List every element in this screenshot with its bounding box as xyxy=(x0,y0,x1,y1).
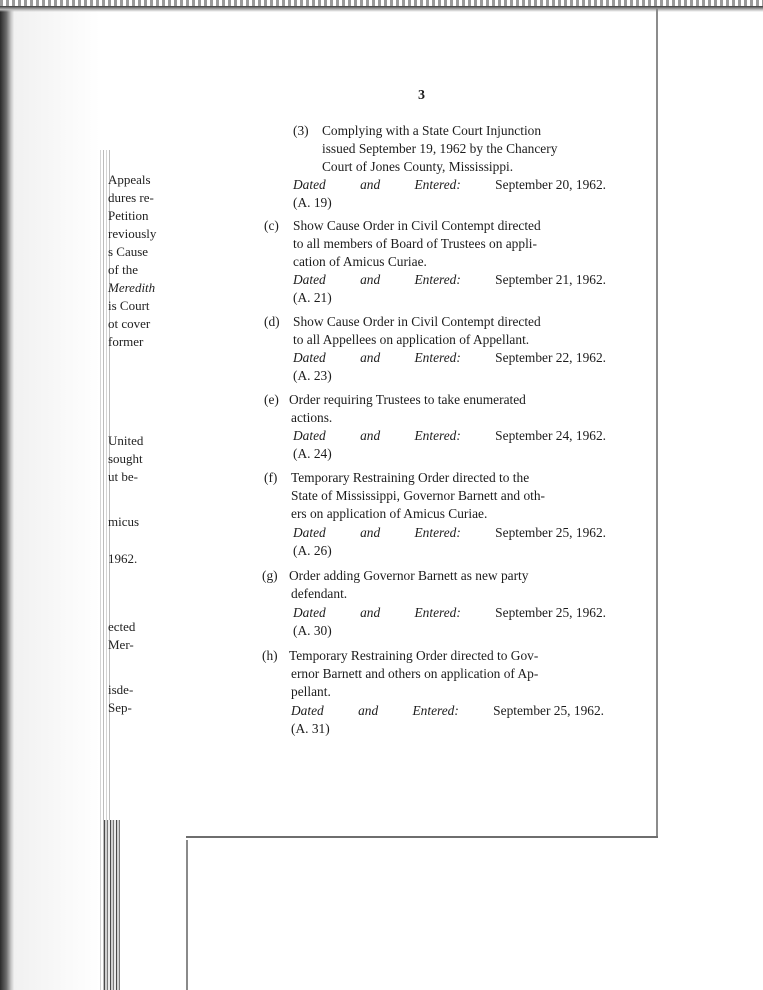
fragment-line: s Cause xyxy=(108,244,149,259)
fragment-line: Meredith xyxy=(108,280,156,295)
entry-c xyxy=(264,217,614,307)
appendix-reference: (A. 31) xyxy=(291,721,330,736)
and-label: and xyxy=(360,350,381,365)
dated-label: Dated xyxy=(293,605,326,620)
entry-line: ernor Barnett and others on application of Ap- xyxy=(291,666,539,681)
entry-label: (e) xyxy=(264,392,279,407)
dated-entered-line xyxy=(291,702,604,719)
entered-label: Entered: xyxy=(414,272,461,287)
entry-label: (f) xyxy=(264,470,278,485)
entered-label: Entered: xyxy=(414,605,461,620)
entry-date: September 21, 1962. xyxy=(495,272,606,287)
entry-line: to all members of Board of Trustees on appli- xyxy=(293,236,537,251)
and-label: and xyxy=(360,428,381,443)
entry-3 xyxy=(293,122,613,212)
entry-e xyxy=(264,391,614,463)
fragment-line: ut be- xyxy=(108,469,138,484)
dated-label: Dated xyxy=(293,428,326,443)
fragment-line: isde- xyxy=(108,682,134,697)
entry-date: September 25, 1962. xyxy=(495,525,606,540)
entry-line: Complying with a State Court Injunction xyxy=(322,123,542,138)
appendix-reference: (A. 21) xyxy=(293,290,332,305)
and-label: and xyxy=(360,272,381,287)
fragment-line: micus xyxy=(108,514,140,529)
entered-label: Entered: xyxy=(412,703,459,718)
dated-entered-line xyxy=(293,176,606,193)
fragment-line: of the xyxy=(108,262,138,277)
and-label: and xyxy=(360,605,381,620)
dated-entered-line xyxy=(293,524,606,541)
entry-line: actions. xyxy=(291,410,333,425)
entry-d xyxy=(264,313,614,385)
appendix-reference: (A. 26) xyxy=(293,543,332,558)
fragment-line: Sep- xyxy=(108,700,132,715)
entry-line: State of Mississippi, Governor Barnett and oth- xyxy=(291,488,546,503)
page-number: 3 xyxy=(418,88,425,103)
dated-entered-line xyxy=(293,427,606,444)
fragment-line: former xyxy=(108,334,144,349)
entry-line: Show Cause Order in Civil Contempt directed xyxy=(293,314,541,329)
dated-label: Dated xyxy=(293,350,326,365)
fragment-line: dures re- xyxy=(108,190,154,205)
fragment-line: is Court xyxy=(108,298,150,313)
fragment-line: Mer- xyxy=(108,637,134,652)
entry-line: defendant. xyxy=(291,586,348,601)
fragment-line: sought xyxy=(108,451,143,466)
dated-entered-line xyxy=(293,271,606,288)
dated-entered-line xyxy=(293,349,606,366)
and-label: and xyxy=(358,703,379,718)
entry-h xyxy=(262,647,614,737)
entered-label: Entered: xyxy=(414,177,461,192)
dated-label: Dated xyxy=(293,525,326,540)
entry-line: issued September 19, 1962 by the Chancery xyxy=(322,141,558,156)
entry-f xyxy=(264,469,614,559)
appendix-reference: (A. 30) xyxy=(293,623,332,638)
and-label: and xyxy=(360,525,381,540)
entry-label: (c) xyxy=(264,218,279,233)
entry-line: Order adding Governor Barnett as new party xyxy=(289,568,529,583)
page-bottom-edge xyxy=(186,836,658,838)
scan-top-edge xyxy=(0,6,763,12)
book-binding-shadow xyxy=(104,820,120,990)
entry-line: pellant. xyxy=(291,684,331,699)
entered-label: Entered: xyxy=(414,428,461,443)
entry-label: (h) xyxy=(262,648,278,663)
dated-entered-line xyxy=(293,604,606,621)
appendix-reference: (A. 19) xyxy=(293,195,332,210)
entry-line: to all Appellees on application of Appellant. xyxy=(293,332,530,347)
entry-label: (g) xyxy=(262,568,278,583)
fragment-line: ected xyxy=(108,619,136,634)
entry-date: September 20, 1962. xyxy=(495,177,606,192)
entry-line: Show Cause Order in Civil Contempt directed xyxy=(293,218,541,233)
fragment-line: Appeals xyxy=(108,172,151,187)
appendix-reference: (A. 23) xyxy=(293,368,332,383)
entry-g xyxy=(262,567,614,639)
entry-date: September 24, 1962. xyxy=(495,428,606,443)
page-spine-line xyxy=(186,840,188,990)
page-right-edge xyxy=(656,8,658,838)
fragment-line: Petition xyxy=(108,208,149,223)
fragment-line: United xyxy=(108,433,144,448)
entry-label: (d) xyxy=(264,314,280,329)
entry-label: (3) xyxy=(293,123,309,138)
scan-left-shadow xyxy=(0,8,14,990)
entry-line: Order requiring Trustees to take enumerated xyxy=(289,392,526,407)
entered-label: Entered: xyxy=(414,525,461,540)
entered-label: Entered: xyxy=(414,350,461,365)
fragment-line: 1962. xyxy=(108,551,138,566)
entry-date: September 25, 1962. xyxy=(495,605,606,620)
entry-date: September 25, 1962. xyxy=(493,703,604,718)
and-label: and xyxy=(360,177,381,192)
entry-line: cation of Amicus Curiae. xyxy=(293,254,427,269)
dated-label: Dated xyxy=(293,272,326,287)
dated-label: Dated xyxy=(293,177,326,192)
facing-page-area xyxy=(14,8,100,990)
entry-line: Temporary Restraining Order directed to Gov- xyxy=(289,648,539,663)
appendix-reference: (A. 24) xyxy=(293,446,332,461)
fragment-line: ot cover xyxy=(108,316,151,331)
entry-line: Temporary Restraining Order directed to the xyxy=(291,470,530,485)
entry-line: Court of Jones County, Mississippi. xyxy=(322,159,514,174)
dated-label: Dated xyxy=(291,703,324,718)
entry-line: ers on application of Amicus Curiae. xyxy=(291,506,488,521)
fragment-line: reviously xyxy=(108,226,157,241)
entry-date: September 22, 1962. xyxy=(495,350,606,365)
